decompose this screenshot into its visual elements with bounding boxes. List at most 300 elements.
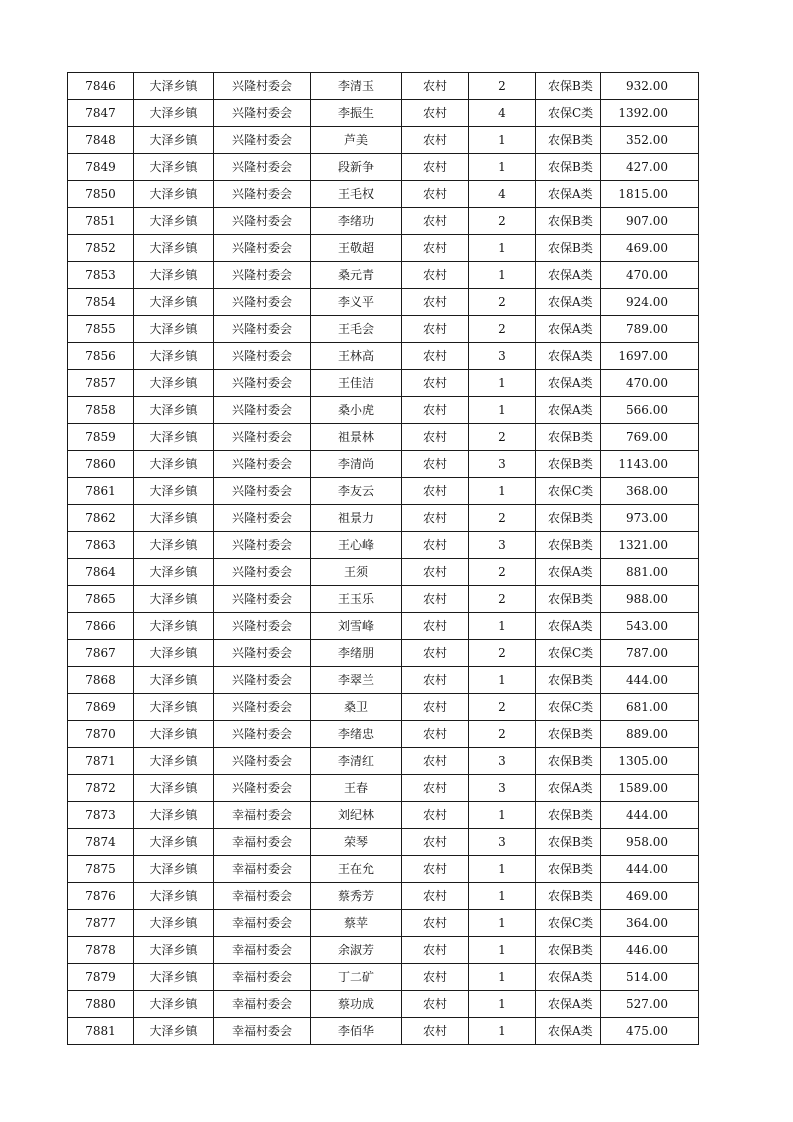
household-type-cell: 农村	[402, 154, 469, 181]
insurance-class-cell: 农保B类	[536, 154, 601, 181]
name-cell: 王心峰	[311, 532, 402, 559]
name-cell: 王林高	[311, 343, 402, 370]
township-cell: 大泽乡镇	[134, 262, 214, 289]
amount-cell: 1697.00	[601, 343, 699, 370]
township-cell: 大泽乡镇	[134, 586, 214, 613]
table-row	[68, 829, 699, 856]
serial-number-cell: 7848	[68, 127, 134, 154]
serial-number-cell: 7874	[68, 829, 134, 856]
township-cell: 大泽乡镇	[134, 235, 214, 262]
household-size-cell: 1	[469, 802, 536, 829]
village-committee-cell: 兴隆村委会	[214, 559, 311, 586]
table-row	[68, 370, 699, 397]
household-type-cell: 农村	[402, 262, 469, 289]
name-cell: 蔡秀芳	[311, 883, 402, 910]
household-size-cell: 2	[469, 316, 536, 343]
name-cell: 李绪忠	[311, 721, 402, 748]
household-type-cell: 农村	[402, 586, 469, 613]
household-size-cell: 2	[469, 73, 536, 100]
serial-number-cell: 7878	[68, 937, 134, 964]
household-type-cell: 农村	[402, 910, 469, 937]
serial-number-cell: 7872	[68, 775, 134, 802]
serial-number-cell: 7870	[68, 721, 134, 748]
insurance-class-cell: 农保A类	[536, 613, 601, 640]
table-row	[68, 721, 699, 748]
insurance-class-cell: 农保B类	[536, 424, 601, 451]
serial-number-cell: 7852	[68, 235, 134, 262]
village-committee-cell: 兴隆村委会	[214, 370, 311, 397]
amount-cell: 681.00	[601, 694, 699, 721]
household-type-cell: 农村	[402, 505, 469, 532]
table-row	[68, 613, 699, 640]
insurance-class-cell: 农保A类	[536, 181, 601, 208]
amount-cell: 889.00	[601, 721, 699, 748]
amount-cell: 527.00	[601, 991, 699, 1018]
name-cell: 祖景力	[311, 505, 402, 532]
household-size-cell: 2	[469, 694, 536, 721]
table-body	[68, 73, 699, 1045]
township-cell: 大泽乡镇	[134, 937, 214, 964]
table-row	[68, 154, 699, 181]
table-row	[68, 775, 699, 802]
township-cell: 大泽乡镇	[134, 154, 214, 181]
township-cell: 大泽乡镇	[134, 208, 214, 235]
household-size-cell: 1	[469, 478, 536, 505]
township-cell: 大泽乡镇	[134, 100, 214, 127]
household-size-cell: 1	[469, 883, 536, 910]
township-cell: 大泽乡镇	[134, 289, 214, 316]
village-committee-cell: 兴隆村委会	[214, 154, 311, 181]
amount-cell: 475.00	[601, 1018, 699, 1045]
household-type-cell: 农村	[402, 100, 469, 127]
name-cell: 王佳洁	[311, 370, 402, 397]
name-cell: 芦美	[311, 127, 402, 154]
village-committee-cell: 兴隆村委会	[214, 316, 311, 343]
household-type-cell: 农村	[402, 721, 469, 748]
household-size-cell: 3	[469, 451, 536, 478]
name-cell: 桑元青	[311, 262, 402, 289]
township-cell: 大泽乡镇	[134, 829, 214, 856]
serial-number-cell: 7868	[68, 667, 134, 694]
name-cell: 李清玉	[311, 73, 402, 100]
household-size-cell: 1	[469, 370, 536, 397]
amount-cell: 973.00	[601, 505, 699, 532]
township-cell: 大泽乡镇	[134, 802, 214, 829]
serial-number-cell: 7846	[68, 73, 134, 100]
household-size-cell: 1	[469, 910, 536, 937]
household-type-cell: 农村	[402, 370, 469, 397]
township-cell: 大泽乡镇	[134, 748, 214, 775]
name-cell: 王毛会	[311, 316, 402, 343]
household-type-cell: 农村	[402, 208, 469, 235]
table-row	[68, 937, 699, 964]
township-cell: 大泽乡镇	[134, 127, 214, 154]
table-row	[68, 100, 699, 127]
amount-cell: 932.00	[601, 73, 699, 100]
township-cell: 大泽乡镇	[134, 559, 214, 586]
amount-cell: 1321.00	[601, 532, 699, 559]
name-cell: 桑小虎	[311, 397, 402, 424]
village-committee-cell: 兴隆村委会	[214, 505, 311, 532]
table-row	[68, 424, 699, 451]
name-cell: 蔡功成	[311, 991, 402, 1018]
serial-number-cell: 7856	[68, 343, 134, 370]
household-size-cell: 1	[469, 235, 536, 262]
township-cell: 大泽乡镇	[134, 883, 214, 910]
insurance-class-cell: 农保A类	[536, 775, 601, 802]
serial-number-cell: 7862	[68, 505, 134, 532]
serial-number-cell: 7861	[68, 478, 134, 505]
village-committee-cell: 兴隆村委会	[214, 748, 311, 775]
household-type-cell: 农村	[402, 316, 469, 343]
serial-number-cell: 7865	[68, 586, 134, 613]
village-committee-cell: 兴隆村委会	[214, 586, 311, 613]
serial-number-cell: 7877	[68, 910, 134, 937]
name-cell: 李绪朋	[311, 640, 402, 667]
amount-cell: 769.00	[601, 424, 699, 451]
township-cell: 大泽乡镇	[134, 505, 214, 532]
household-size-cell: 2	[469, 289, 536, 316]
table-row	[68, 586, 699, 613]
household-size-cell: 1	[469, 127, 536, 154]
village-committee-cell: 幸福村委会	[214, 829, 311, 856]
serial-number-cell: 7864	[68, 559, 134, 586]
table-row	[68, 316, 699, 343]
name-cell: 蔡苹	[311, 910, 402, 937]
insurance-class-cell: 农保C类	[536, 910, 601, 937]
name-cell: 刘纪林	[311, 802, 402, 829]
name-cell: 王玉乐	[311, 586, 402, 613]
table-row	[68, 397, 699, 424]
household-type-cell: 农村	[402, 424, 469, 451]
household-type-cell: 农村	[402, 532, 469, 559]
village-committee-cell: 兴隆村委会	[214, 694, 311, 721]
table-row	[68, 748, 699, 775]
amount-cell: 988.00	[601, 586, 699, 613]
name-cell: 王在允	[311, 856, 402, 883]
serial-number-cell: 7849	[68, 154, 134, 181]
township-cell: 大泽乡镇	[134, 316, 214, 343]
serial-number-cell: 7873	[68, 802, 134, 829]
name-cell: 丁二矿	[311, 964, 402, 991]
household-size-cell: 3	[469, 829, 536, 856]
name-cell: 王毛权	[311, 181, 402, 208]
household-type-cell: 农村	[402, 829, 469, 856]
insurance-class-cell: 农保A类	[536, 343, 601, 370]
household-size-cell: 4	[469, 181, 536, 208]
household-type-cell: 农村	[402, 1018, 469, 1045]
township-cell: 大泽乡镇	[134, 343, 214, 370]
insurance-class-cell: 农保A类	[536, 397, 601, 424]
village-committee-cell: 兴隆村委会	[214, 532, 311, 559]
name-cell: 段新争	[311, 154, 402, 181]
table-row	[68, 856, 699, 883]
household-size-cell: 2	[469, 505, 536, 532]
household-type-cell: 农村	[402, 667, 469, 694]
household-size-cell: 1	[469, 262, 536, 289]
table-row	[68, 127, 699, 154]
village-committee-cell: 幸福村委会	[214, 964, 311, 991]
table-row	[68, 235, 699, 262]
township-cell: 大泽乡镇	[134, 73, 214, 100]
household-type-cell: 农村	[402, 613, 469, 640]
amount-cell: 789.00	[601, 316, 699, 343]
township-cell: 大泽乡镇	[134, 694, 214, 721]
village-committee-cell: 兴隆村委会	[214, 721, 311, 748]
insurance-class-cell: 农保B类	[536, 532, 601, 559]
township-cell: 大泽乡镇	[134, 181, 214, 208]
amount-cell: 1589.00	[601, 775, 699, 802]
village-committee-cell: 兴隆村委会	[214, 235, 311, 262]
household-type-cell: 农村	[402, 478, 469, 505]
household-type-cell: 农村	[402, 775, 469, 802]
village-committee-cell: 兴隆村委会	[214, 262, 311, 289]
table-row	[68, 991, 699, 1018]
name-cell: 桑卫	[311, 694, 402, 721]
household-size-cell: 1	[469, 937, 536, 964]
serial-number-cell: 7860	[68, 451, 134, 478]
household-type-cell: 农村	[402, 856, 469, 883]
table-row	[68, 802, 699, 829]
household-size-cell: 3	[469, 748, 536, 775]
amount-cell: 469.00	[601, 883, 699, 910]
amount-cell: 881.00	[601, 559, 699, 586]
village-committee-cell: 兴隆村委会	[214, 775, 311, 802]
table-row	[68, 559, 699, 586]
village-committee-cell: 幸福村委会	[214, 802, 311, 829]
household-size-cell: 2	[469, 424, 536, 451]
amount-cell: 364.00	[601, 910, 699, 937]
household-type-cell: 农村	[402, 883, 469, 910]
table-row	[68, 667, 699, 694]
table-row	[68, 289, 699, 316]
township-cell: 大泽乡镇	[134, 424, 214, 451]
household-size-cell: 3	[469, 343, 536, 370]
insurance-class-cell: 农保B类	[536, 667, 601, 694]
insurance-class-cell: 农保A类	[536, 316, 601, 343]
insurance-class-cell: 农保B类	[536, 208, 601, 235]
village-committee-cell: 幸福村委会	[214, 856, 311, 883]
amount-cell: 907.00	[601, 208, 699, 235]
table-row	[68, 532, 699, 559]
table-row	[68, 694, 699, 721]
name-cell: 荣琴	[311, 829, 402, 856]
amount-cell: 787.00	[601, 640, 699, 667]
amount-cell: 427.00	[601, 154, 699, 181]
insurance-class-cell: 农保A类	[536, 964, 601, 991]
amount-cell: 1392.00	[601, 100, 699, 127]
household-size-cell: 1	[469, 964, 536, 991]
village-committee-cell: 兴隆村委会	[214, 451, 311, 478]
household-type-cell: 农村	[402, 397, 469, 424]
township-cell: 大泽乡镇	[134, 964, 214, 991]
name-cell: 李佰华	[311, 1018, 402, 1045]
insurance-class-cell: 农保B类	[536, 937, 601, 964]
household-size-cell: 4	[469, 100, 536, 127]
name-cell: 李翠兰	[311, 667, 402, 694]
township-cell: 大泽乡镇	[134, 991, 214, 1018]
name-cell: 李义平	[311, 289, 402, 316]
table-row	[68, 883, 699, 910]
name-cell: 刘雪峰	[311, 613, 402, 640]
name-cell: 李清尚	[311, 451, 402, 478]
village-committee-cell: 兴隆村委会	[214, 397, 311, 424]
insurance-class-cell: 农保B类	[536, 586, 601, 613]
amount-cell: 514.00	[601, 964, 699, 991]
insurance-class-cell: 农保C类	[536, 478, 601, 505]
village-committee-cell: 兴隆村委会	[214, 667, 311, 694]
serial-number-cell: 7859	[68, 424, 134, 451]
township-cell: 大泽乡镇	[134, 667, 214, 694]
serial-number-cell: 7881	[68, 1018, 134, 1045]
household-size-cell: 1	[469, 1018, 536, 1045]
household-size-cell: 3	[469, 775, 536, 802]
village-committee-cell: 兴隆村委会	[214, 100, 311, 127]
village-committee-cell: 幸福村委会	[214, 883, 311, 910]
name-cell: 李友云	[311, 478, 402, 505]
insurance-class-cell: 农保A类	[536, 559, 601, 586]
insurance-class-cell: 农保B类	[536, 721, 601, 748]
serial-number-cell: 7857	[68, 370, 134, 397]
household-size-cell: 1	[469, 397, 536, 424]
household-type-cell: 农村	[402, 343, 469, 370]
table-row	[68, 505, 699, 532]
serial-number-cell: 7853	[68, 262, 134, 289]
household-size-cell: 1	[469, 154, 536, 181]
table-row	[68, 181, 699, 208]
table-row	[68, 640, 699, 667]
table-row	[68, 451, 699, 478]
village-committee-cell: 兴隆村委会	[214, 289, 311, 316]
table-row	[68, 964, 699, 991]
insurance-class-cell: 农保B类	[536, 235, 601, 262]
insurance-class-cell: 农保B类	[536, 883, 601, 910]
serial-number-cell: 7855	[68, 316, 134, 343]
amount-cell: 958.00	[601, 829, 699, 856]
household-size-cell: 1	[469, 613, 536, 640]
household-type-cell: 农村	[402, 694, 469, 721]
township-cell: 大泽乡镇	[134, 397, 214, 424]
household-type-cell: 农村	[402, 748, 469, 775]
village-committee-cell: 兴隆村委会	[214, 343, 311, 370]
insurance-class-cell: 农保A类	[536, 289, 601, 316]
amount-cell: 446.00	[601, 937, 699, 964]
name-cell: 李绪功	[311, 208, 402, 235]
amount-cell: 469.00	[601, 235, 699, 262]
household-type-cell: 农村	[402, 802, 469, 829]
serial-number-cell: 7880	[68, 991, 134, 1018]
township-cell: 大泽乡镇	[134, 478, 214, 505]
table-row	[68, 208, 699, 235]
name-cell: 余淑芳	[311, 937, 402, 964]
household-type-cell: 农村	[402, 181, 469, 208]
household-size-cell: 2	[469, 208, 536, 235]
amount-cell: 368.00	[601, 478, 699, 505]
household-type-cell: 农村	[402, 235, 469, 262]
village-committee-cell: 兴隆村委会	[214, 127, 311, 154]
village-committee-cell: 幸福村委会	[214, 937, 311, 964]
amount-cell: 444.00	[601, 802, 699, 829]
insurance-class-cell: 农保A类	[536, 991, 601, 1018]
serial-number-cell: 7879	[68, 964, 134, 991]
household-type-cell: 农村	[402, 451, 469, 478]
amount-cell: 1815.00	[601, 181, 699, 208]
township-cell: 大泽乡镇	[134, 370, 214, 397]
household-size-cell: 1	[469, 856, 536, 883]
household-size-cell: 2	[469, 559, 536, 586]
township-cell: 大泽乡镇	[134, 640, 214, 667]
serial-number-cell: 7869	[68, 694, 134, 721]
insurance-class-cell: 农保C类	[536, 694, 601, 721]
insurance-class-cell: 农保A类	[536, 1018, 601, 1045]
serial-number-cell: 7867	[68, 640, 134, 667]
township-cell: 大泽乡镇	[134, 1018, 214, 1045]
amount-cell: 470.00	[601, 262, 699, 289]
serial-number-cell: 7850	[68, 181, 134, 208]
household-type-cell: 农村	[402, 127, 469, 154]
serial-number-cell: 7871	[68, 748, 134, 775]
serial-number-cell: 7854	[68, 289, 134, 316]
amount-cell: 470.00	[601, 370, 699, 397]
village-committee-cell: 兴隆村委会	[214, 208, 311, 235]
household-type-cell: 农村	[402, 964, 469, 991]
township-cell: 大泽乡镇	[134, 910, 214, 937]
household-size-cell: 1	[469, 667, 536, 694]
serial-number-cell: 7876	[68, 883, 134, 910]
insurance-class-cell: 农保B类	[536, 748, 601, 775]
serial-number-cell: 7858	[68, 397, 134, 424]
household-size-cell: 2	[469, 586, 536, 613]
amount-cell: 566.00	[601, 397, 699, 424]
household-type-cell: 农村	[402, 73, 469, 100]
village-committee-cell: 幸福村委会	[214, 1018, 311, 1045]
village-committee-cell: 兴隆村委会	[214, 640, 311, 667]
insurance-class-cell: 农保B类	[536, 802, 601, 829]
insurance-class-cell: 农保B类	[536, 451, 601, 478]
serial-number-cell: 7863	[68, 532, 134, 559]
table-row	[68, 343, 699, 370]
relief-roster-table	[67, 72, 699, 1045]
village-committee-cell: 幸福村委会	[214, 910, 311, 937]
insurance-class-cell: 农保C类	[536, 640, 601, 667]
table-row	[68, 910, 699, 937]
household-type-cell: 农村	[402, 937, 469, 964]
household-type-cell: 农村	[402, 559, 469, 586]
name-cell: 李振生	[311, 100, 402, 127]
insurance-class-cell: 农保B类	[536, 829, 601, 856]
household-type-cell: 农村	[402, 640, 469, 667]
serial-number-cell: 7875	[68, 856, 134, 883]
serial-number-cell: 7847	[68, 100, 134, 127]
name-cell: 王春	[311, 775, 402, 802]
household-size-cell: 1	[469, 991, 536, 1018]
amount-cell: 1305.00	[601, 748, 699, 775]
household-size-cell: 2	[469, 721, 536, 748]
insurance-class-cell: 农保A类	[536, 262, 601, 289]
name-cell: 祖景林	[311, 424, 402, 451]
village-committee-cell: 兴隆村委会	[214, 73, 311, 100]
insurance-class-cell: 农保C类	[536, 100, 601, 127]
village-committee-cell: 兴隆村委会	[214, 478, 311, 505]
household-size-cell: 3	[469, 532, 536, 559]
township-cell: 大泽乡镇	[134, 613, 214, 640]
village-committee-cell: 幸福村委会	[214, 991, 311, 1018]
township-cell: 大泽乡镇	[134, 532, 214, 559]
amount-cell: 444.00	[601, 667, 699, 694]
amount-cell: 444.00	[601, 856, 699, 883]
township-cell: 大泽乡镇	[134, 775, 214, 802]
amount-cell: 1143.00	[601, 451, 699, 478]
